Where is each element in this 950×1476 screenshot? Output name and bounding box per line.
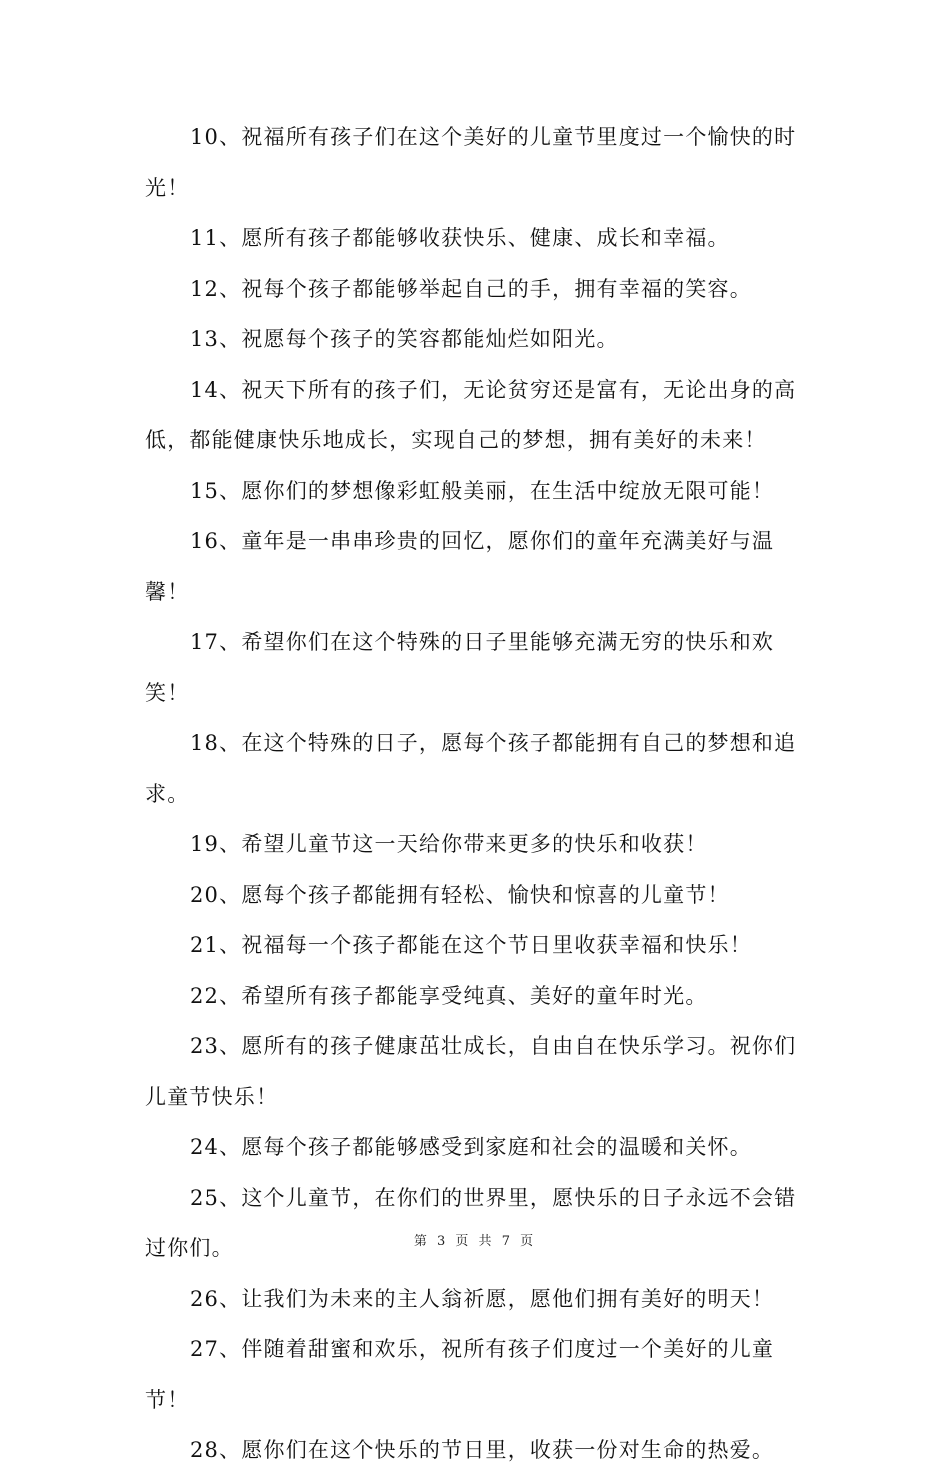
paragraph-17: 17、希望你们在这个特殊的日子里能够充满无穷的快乐和欢笑！ (145, 630, 775, 705)
paragraph-15: 15、愿你们的梦想像彩虹般美丽，在生活中绽放无限可能！ (190, 478, 775, 503)
paragraph-26: 26、让我们为未来的主人翁祈愿，愿他们拥有美好的明天！ (190, 1286, 775, 1311)
paragraph-22: 22、希望所有孩子都能享受纯真、美好的童年时光。 (190, 983, 708, 1008)
paragraph-10: 10、祝福所有孩子们在这个美好的儿童节里度过一个愉快的时光！ (145, 125, 797, 200)
paragraph-28: 28、愿你们在这个快乐的节日里，收获一份对生命的热爱。 (190, 1438, 775, 1462)
paragraph-13: 13、祝愿每个孩子的笑容都能灿烂如阳光。 (190, 327, 619, 351)
paragraph-23: 23、愿所有的孩子健康茁壮成长，自由自在快乐学习。祝你们儿童节快乐！ (145, 1034, 797, 1109)
paragraph-11: 11、愿所有孩子都能够收获快乐、健康、成长和幸福。 (190, 226, 730, 250)
paragraph-19: 19、希望儿童节这一天给你带来更多的快乐和收获！ (190, 832, 708, 856)
page-number-footer: 第 3 页 共 7 页 (413, 1234, 537, 1249)
paragraph-16: 16、童年是一串串珍贵的回忆，愿你们的童年充满美好与温馨！ (145, 529, 775, 604)
paragraph-14: 14、祝天下所有的孩子们，无论贫穷还是富有，无论出身的高低，都能健康快乐地成长，实现自己的梦想，拥有美好的未来！ (145, 377, 797, 452)
paragraph-24: 24、愿每个孩子都能够感受到家庭和社会的温暖和关怀。 (190, 1135, 752, 1159)
document-body (145, 112, 810, 1476)
paragraph-18: 18、在这个特殊的日子，愿每个孩子都能拥有自己的梦想和追求。 (145, 731, 797, 806)
paragraph-12: 12、祝每个孩子都能够举起自己的手，拥有幸福的笑容。 (190, 276, 752, 301)
paragraph-20: 20、愿每个孩子都能拥有轻松、愉快和惊喜的儿童节！ (190, 882, 730, 907)
paragraph-27: 27、伴随着甜蜜和欢乐，祝所有孩子们度过一个美好的儿童节！ (145, 1337, 775, 1412)
paragraph-25: 25、这个儿童节，在你们的世界里，愿快乐的日子永远不会错过你们。 (145, 1185, 797, 1260)
paragraph-21: 21、祝福每一个孩子都能在这个节日里收获幸福和快乐！ (190, 933, 752, 957)
